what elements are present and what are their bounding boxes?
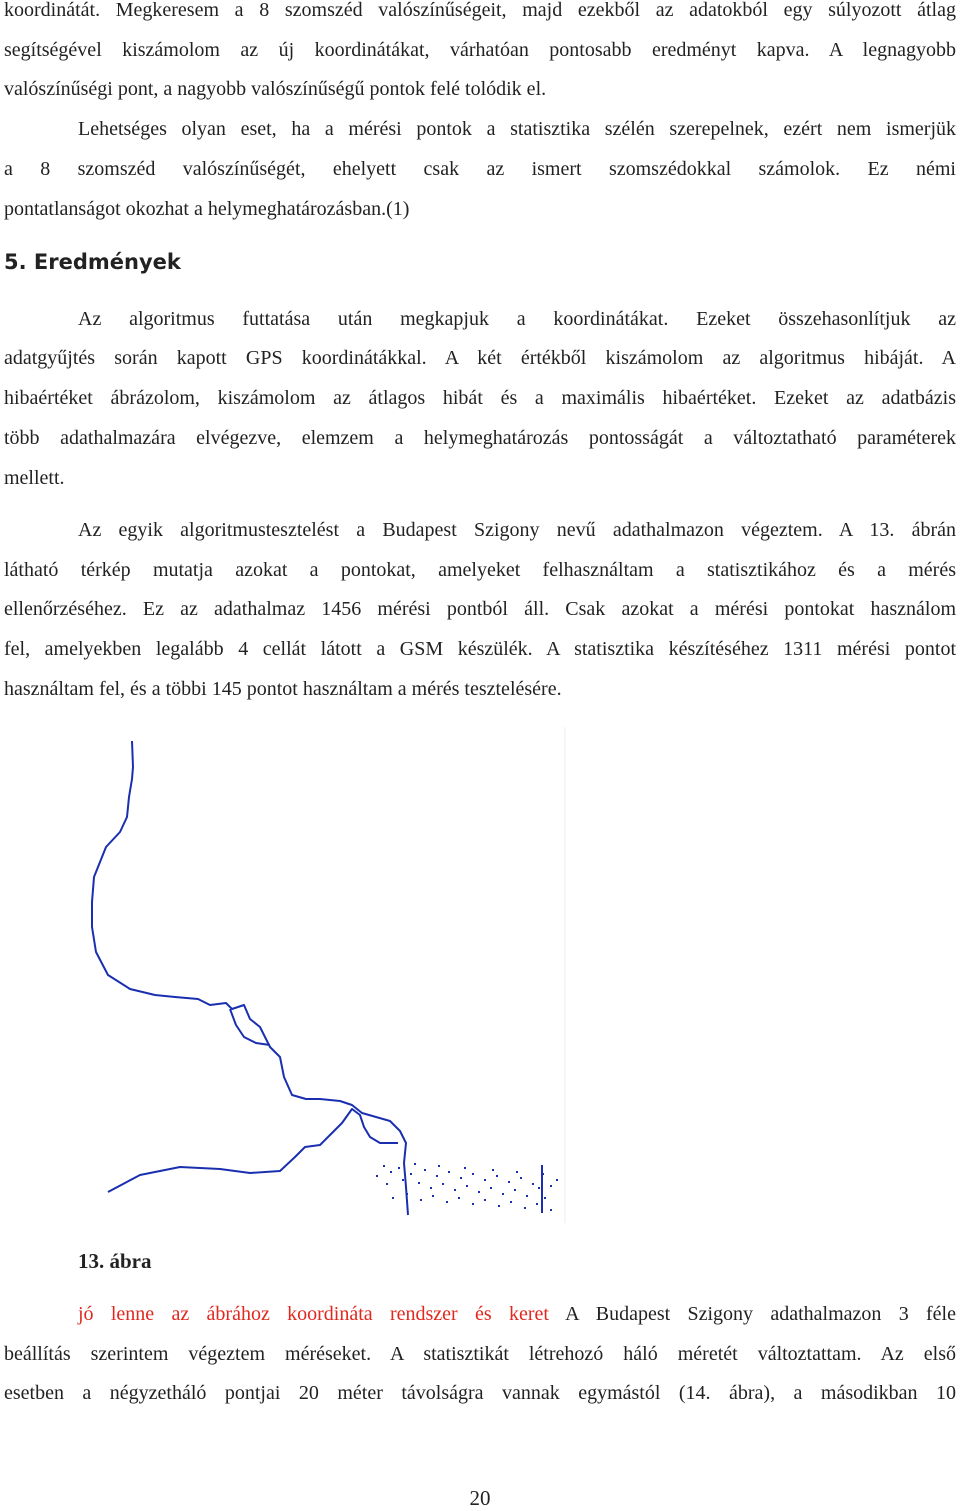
text-segment: A Budapest Szigony adathalmazon 3 féle — [548, 1303, 956, 1325]
text-line: beállítás szerintem végeztem méréseket. A statisztikát létrehozó háló méretét változtattam. Az első — [4, 1343, 956, 1365]
map-figure — [80, 727, 566, 1223]
text-line: koordinátát. Megkeresem a 8 szomszéd valószínűségeit, majd ezekből az adatokból egy súlyozott átlag — [4, 0, 956, 21]
measurement-point — [424, 1169, 426, 1171]
measurement-point — [420, 1199, 422, 1201]
measurement-point — [406, 1193, 408, 1195]
text-line: több adathalmazára elvégezve, elemzem a helymeghatározás pontosságát a változtatható paraméterek — [4, 427, 956, 449]
measurement-point — [550, 1185, 552, 1187]
text-line: segítségével kiszámolom az új koordinátákat, várhatóan pontosabb eredményt kapva. A legnagyobb — [4, 39, 956, 61]
text-line: fel, amelyekben legalább 4 cellát látott a GSM készülék. A statisztika készítéséhez 1311 mérési pontot — [4, 638, 956, 660]
measurement-point — [544, 1197, 546, 1199]
measurement-point — [484, 1199, 486, 1201]
measurement-point — [502, 1193, 504, 1195]
measurement-point — [430, 1187, 432, 1189]
measurement-point — [402, 1179, 404, 1181]
section-heading: 5. Eredmények — [4, 250, 181, 274]
measurement-point — [398, 1167, 400, 1169]
measurement-point — [410, 1173, 412, 1175]
measurement-point — [414, 1163, 416, 1165]
measurement-point — [556, 1179, 558, 1181]
measurement-point — [446, 1201, 448, 1203]
text-line: mellett. — [4, 467, 65, 489]
measurement-point — [490, 1187, 492, 1189]
text-line: Az egyik algoritmustesztelést a Budapest Szigony nevű adathalmazon végeztem. A 13. ábrán — [78, 519, 956, 541]
measurement-point — [442, 1183, 444, 1185]
measurement-point — [524, 1207, 526, 1209]
measurement-point — [550, 1209, 552, 1211]
measurement-point — [472, 1173, 474, 1175]
text-line: használtam fel, és a többi 145 pontot használtam a mérés tesztelésére. — [4, 678, 562, 700]
page-number: 20 — [469, 1486, 491, 1510]
measurement-point — [496, 1175, 498, 1177]
measurement-point — [532, 1183, 534, 1185]
text-line: esetben a négyzetháló pontjai 20 méter távolságra vannak egymástól (14. ábra), a másodikban 10 — [4, 1382, 956, 1404]
measurement-point — [492, 1169, 494, 1171]
text-line — [78, 1302, 956, 1326]
text-line: Lehetséges olyan eset, ha a mérési pontok a statisztika szélén szerepelnek, ezért nem ismerjük — [78, 118, 956, 140]
measurement-point — [472, 1203, 474, 1205]
measurement-point — [538, 1187, 540, 1189]
measurement-point — [460, 1177, 462, 1179]
measurement-point — [383, 1165, 385, 1167]
measurement-point — [484, 1179, 486, 1181]
measurement-point — [466, 1185, 468, 1187]
text-line: adatgyűjtés során kapott GPS koordinátákkal. A két értékből kiszámolom az algoritmus hibáját. A — [4, 347, 956, 369]
measurement-point — [386, 1183, 388, 1185]
figure-caption: 13. ábra — [78, 1249, 152, 1273]
measurement-point — [392, 1197, 394, 1199]
measurement-point — [464, 1167, 466, 1169]
measurement-point — [510, 1201, 512, 1203]
route-line — [92, 741, 408, 1215]
measurement-point — [390, 1171, 392, 1173]
measurement-track-map — [80, 727, 566, 1223]
measurement-point — [436, 1175, 438, 1177]
text-line: ellenőrzéséhez. Ez az adathalmaz 1456 mérési pontból áll. Csak azokat a mérési pontokat használom — [4, 598, 956, 620]
measurement-point — [516, 1171, 518, 1173]
measurement-point — [458, 1197, 460, 1199]
text-line: látható térkép mutatja azokat a pontokat, amelyeket felhasználtam a statisztikához és a mérés — [4, 559, 956, 581]
text-line: hibaértéket ábrázolom, kiszámolom az átlagos hibát és a maximális hibaértéket. Ezeket az adatbázis — [4, 387, 956, 409]
measurement-point — [376, 1175, 378, 1177]
measurement-point — [536, 1203, 538, 1205]
branch-line — [230, 1009, 270, 1045]
text-line: Az algoritmus futtatása után megkapjuk a koordinátákat. Ezeket összehasonlítjuk az — [78, 308, 956, 330]
measurement-point — [508, 1181, 510, 1183]
measurement-point — [454, 1189, 456, 1191]
river-line — [108, 1109, 398, 1192]
text-line: pontatlanságot okozhat a helymeghatározásban.(1) — [4, 198, 410, 220]
measurement-point — [498, 1205, 500, 1207]
measurement-point — [520, 1177, 522, 1179]
text-line: a 8 szomszéd valószínűségét, ehelyett csak az ismert szomszédokkal számolok. Ez némi — [4, 158, 956, 180]
measurement-point — [478, 1191, 480, 1193]
text-line: valószínűségi pont, a nagyobb valószínűségű pontok felé tolódik el. — [4, 78, 547, 100]
measurement-point — [448, 1171, 450, 1173]
measurement-point — [438, 1165, 440, 1167]
measurement-point — [432, 1195, 434, 1197]
measurement-point — [514, 1189, 516, 1191]
measurement-point — [526, 1195, 528, 1197]
measurement-point — [418, 1182, 420, 1184]
annotation-comment: jó lenne az ábrához koordináta rendszer és keret — [78, 1303, 549, 1325]
